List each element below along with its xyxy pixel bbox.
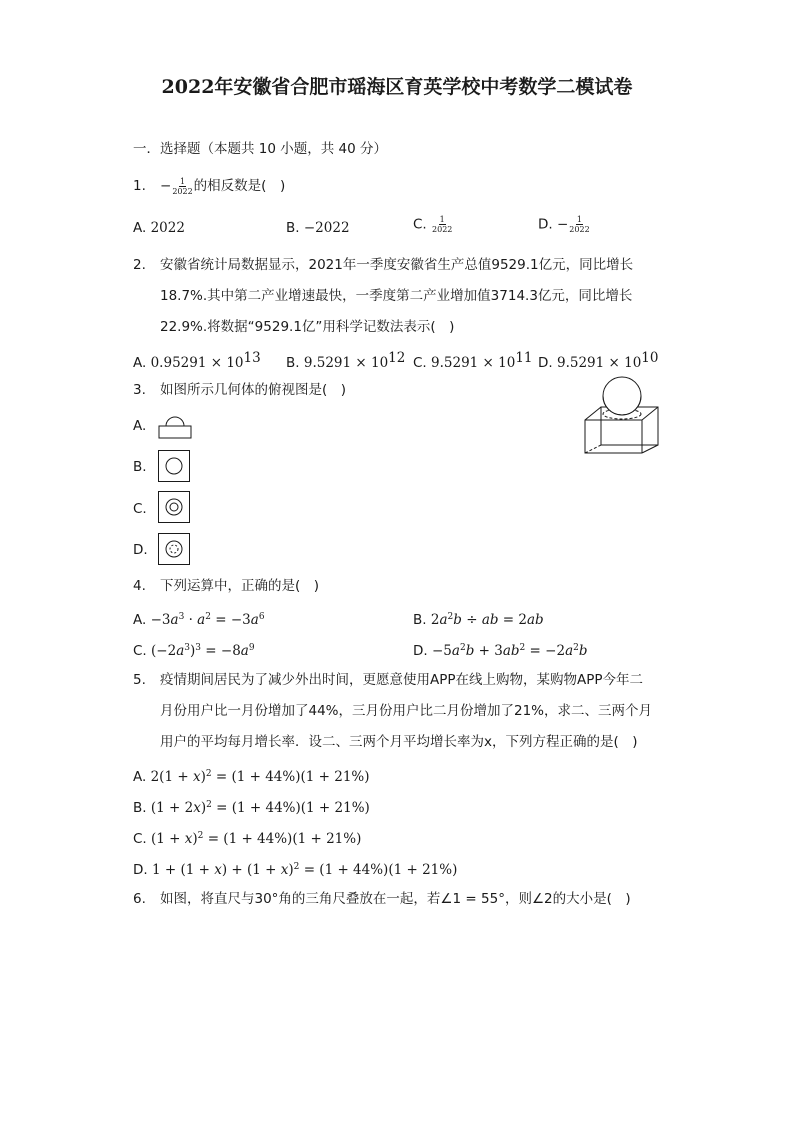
q4-option-c[interactable] (133, 639, 255, 660)
q1-fraction (171, 177, 193, 196)
q5-b-label: B. (133, 800, 147, 816)
q2-line2: 18.7%.其中第二产业增速最快，一季度第二产业增加值3714.3亿元，同比增长 (160, 288, 633, 304)
q2-d-exp: 10 (641, 350, 659, 366)
q2-option-d[interactable] (538, 349, 658, 372)
q2-option-b[interactable] (286, 349, 405, 372)
q1-c-label: C. (413, 216, 427, 233)
q1-d-label: D. (538, 216, 553, 233)
q1-number: 1. (133, 178, 146, 194)
q2-d-base: 9.5291 × 10 (556, 355, 642, 371)
q2-c-exp: 11 (515, 350, 533, 366)
q3-option-c-label[interactable]: C. (133, 501, 147, 517)
q1-option-c[interactable] (413, 215, 453, 234)
q4-a-label: A. (133, 612, 147, 628)
q4-c-expr: $(-2a^3)^3 = -8a^9$ (151, 643, 255, 659)
q5-option-b[interactable] (133, 796, 370, 817)
q2-line1: 安徽省统计局数据显示，2021年一季度安徽省生产总值9529.1亿元，同比增长 (160, 257, 634, 273)
q5-a-label: A. (133, 769, 147, 785)
q5-line3: 用户的平均每月增长率．设二、三两个月平均增长率为x，下列方程正确的是( ) (160, 734, 638, 750)
q3-option-c-figure[interactable] (158, 491, 190, 523)
q1-a-value: 2022 (150, 220, 185, 236)
q2-b-exp: 12 (388, 350, 406, 366)
q3-option-a-label[interactable]: A. (133, 418, 147, 434)
q1-frac-den: 2022 (172, 187, 193, 196)
q1-c-fraction (431, 215, 453, 234)
q2-option-c[interactable] (413, 349, 533, 372)
q5-c-expr: $(1 + x)^2 = (1 + 44\%)(1 + 21\%)$ (151, 831, 362, 847)
q1-stem (160, 177, 285, 196)
q4-c-label: C. (133, 643, 147, 659)
q5-line2: 月份用户比一月份增加了44%，三月份用户比二月份增加了21%，求二、三两个月 (160, 703, 653, 719)
q1-b-label: B. (286, 220, 300, 236)
q5-option-d[interactable] (133, 858, 457, 879)
q2-c-label: C. (413, 355, 427, 371)
q3-option-a-figure[interactable] (158, 410, 192, 440)
q4-b-label: B. (413, 612, 427, 628)
q2-a-exp: 13 (243, 350, 261, 366)
q2-a-label: A. (133, 355, 147, 371)
q4-b-expr: $2a^2b$ ÷ ab = 2ab (430, 612, 544, 628)
q3-option-b-label[interactable]: B. (133, 459, 147, 475)
q1-c-num: 1 (439, 215, 445, 224)
q3-option-d-label[interactable]: D. (133, 542, 148, 558)
q4-option-d[interactable] (413, 639, 588, 660)
section-heading: 一．选择题（本题共 10 小题，共 40 分） (133, 141, 388, 157)
q1-d-num: 1 (576, 215, 583, 224)
q5-d-expr: $1 + (1 + x) + (1 + x)^2 = (1 + 44\%)(1 + 21\%)$ (151, 862, 458, 878)
q2-number: 2. (133, 257, 146, 273)
q6-text: 如图，将直尺与30°角的三角尺叠放在一起，若∠1 = 55°，则∠2的大小是( ) (160, 891, 631, 907)
q3-option-b-figure[interactable] (158, 450, 190, 482)
q4-d-label: D. (413, 643, 428, 659)
q1-frac-num: 1 (179, 177, 186, 186)
q1-option-a[interactable] (133, 219, 185, 237)
q1-a-label: A. (133, 220, 147, 236)
q2-option-a[interactable] (133, 349, 261, 372)
q5-number: 5. (133, 672, 146, 688)
q2-b-base: 9.5291 × 10 (303, 355, 389, 371)
q5-line1: 疫情期间居民为了减少外出时间，更愿意使用APP在线上购物，某购物APP今年二 (160, 672, 644, 688)
q4-option-b[interactable] (413, 608, 544, 629)
q5-option-a[interactable] (133, 765, 370, 786)
q2-b-label: B. (286, 355, 300, 371)
q5-b-expr: $(1 + 2x)^2 = (1 + 44\%)(1 + 21\%)$ (150, 800, 370, 816)
page-title: 2022年安徽省合肥市瑶海区育英学校中考数学二模试卷 (161, 76, 633, 98)
q6-number: 6. (133, 891, 146, 907)
q3-solid-figure (582, 376, 662, 456)
q2-line3: 22.9%.将数据“9529.1亿”用科学记数法表示( ) (160, 319, 455, 335)
q3-number: 3. (133, 382, 146, 398)
q1-d-fraction (568, 215, 590, 234)
q2-d-label: D. (538, 355, 553, 371)
q5-d-label: D. (133, 862, 148, 878)
q4-option-a[interactable] (133, 608, 265, 629)
q2-a-base: 0.95291 × 10 (150, 355, 244, 371)
q2-c-base: 9.5291 × 10 (431, 355, 516, 371)
q4-text: 下列运算中，正确的是( ) (160, 578, 320, 594)
q1-d-den: 2022 (569, 225, 590, 234)
q1-c-den: 2022 (432, 225, 453, 234)
q4-number: 4. (133, 578, 146, 594)
q5-c-label: C. (133, 831, 147, 847)
q1-d-neg: − (556, 216, 569, 233)
q1-option-b[interactable] (286, 219, 350, 237)
q1-option-d[interactable] (538, 215, 591, 234)
q4-d-expr: $-5a^2b + 3ab^2 = -2a^2b$ (431, 643, 588, 659)
q4-a-expr: $-3a^3 \cdot a^2 = -3a^6$ (150, 612, 265, 628)
q3-option-d-figure[interactable] (158, 533, 190, 565)
q1-b-value: −2022 (303, 220, 350, 236)
q5-option-c[interactable] (133, 827, 361, 848)
q1-text: 的相反数是( ) (193, 178, 286, 194)
q1-neg-sign: − (160, 178, 172, 194)
q3-text: 如图所示几何体的俯视图是( ) (160, 382, 347, 398)
q5-a-expr: $2(1 + x)^2 = (1 + 44\%)(1 + 21\%)$ (150, 769, 370, 785)
